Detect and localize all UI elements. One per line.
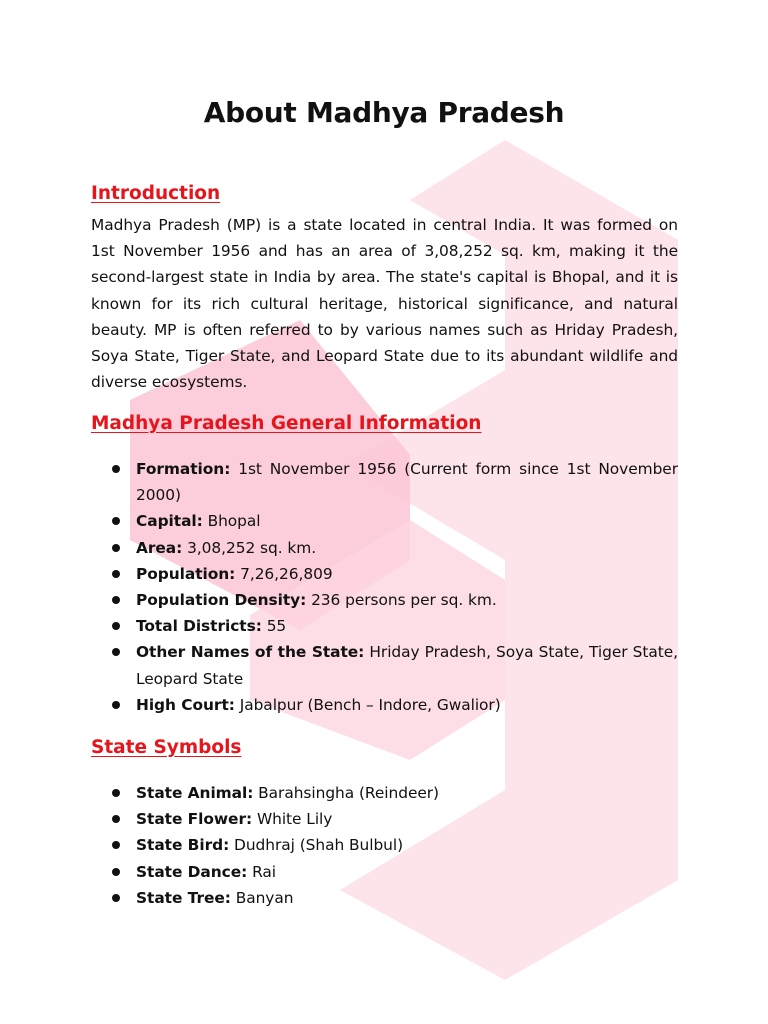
- list-item: [112, 587, 678, 613]
- item-label: State Flower:: [136, 810, 253, 829]
- item-value: Dudhraj (Shah Bulbul): [234, 836, 404, 855]
- list-item: [112, 613, 678, 639]
- item-label: State Animal:: [136, 784, 254, 802]
- bullet-icon: [112, 841, 120, 849]
- bullet-icon: [112, 701, 120, 709]
- bullet-icon: [112, 894, 120, 902]
- list-item: [112, 456, 678, 508]
- bullet-icon: [112, 465, 120, 473]
- item-value: 3,08,252 sq. km.: [187, 538, 317, 557]
- list-item: [112, 832, 678, 858]
- item-label: Total Districts:: [136, 617, 262, 636]
- item-value: 236 persons per sq. km.: [311, 591, 497, 610]
- page-title: About Madhya Pradesh: [203, 96, 565, 129]
- item-label: State Dance:: [136, 862, 248, 881]
- list-item: [112, 561, 678, 587]
- item-value: Bhopal: [207, 512, 261, 531]
- bullet-icon: [112, 648, 120, 656]
- list-item: [112, 859, 678, 885]
- item-label: Formation:: [136, 460, 231, 478]
- item-value: Hriday Pradesh, Soya State, Tiger State, Leopard State: [136, 643, 678, 688]
- introduction-heading: Introduction: [91, 183, 221, 204]
- bullet-icon: [112, 622, 120, 630]
- list-item: [112, 806, 678, 832]
- item-value: Jabalpur (Bench – Indore, Gwalior): [239, 695, 501, 714]
- list-item: [112, 508, 678, 534]
- list-item: [112, 692, 678, 718]
- list-item: [112, 639, 678, 691]
- item-value: White Lily: [256, 810, 333, 829]
- item-label: High Court:: [136, 695, 235, 714]
- introduction-paragraph: Madhya Pradesh (MP) is a state located in central India. It was formed on 1st November 1956 and has an area of 3,08,252 sq. km, making it the second-largest state in India by area. The state's capital is Bhopal, and it is known for its rich cultural heritage, historical significance, and natural beauty. MP is often referred to by various names such as Hriday Pradesh, Soya State, Tiger State, and Leopard State due to its abundant wildlife and diverse ecosystems.: [91, 216, 678, 392]
- item-value: Rai: [252, 862, 276, 881]
- item-value: 1st November 1956 (Current form since 1st November 2000): [136, 460, 679, 505]
- item-label: Other Names of the State:: [136, 643, 365, 662]
- item-label: Capital:: [136, 512, 203, 531]
- bullet-icon: [112, 868, 120, 876]
- bullet-icon: [112, 517, 120, 525]
- list-item: [112, 885, 678, 911]
- bullet-icon: [112, 815, 120, 823]
- list-item: [112, 535, 678, 561]
- item-label: Population Density:: [136, 591, 307, 610]
- bullet-icon: [112, 544, 120, 552]
- general-info-list: [112, 456, 678, 718]
- item-value: 7,26,26,809: [240, 564, 333, 583]
- item-value: 55: [266, 617, 287, 636]
- state-symbols-heading: State Symbols: [91, 737, 242, 758]
- state-symbols-list: [112, 780, 678, 911]
- item-value: Barahsingha (Reindeer): [258, 784, 440, 802]
- list-item: [112, 780, 678, 806]
- bullet-icon: [112, 596, 120, 604]
- general-info-heading: Madhya Pradesh General Information: [91, 413, 482, 434]
- item-value: Banyan: [235, 888, 294, 907]
- bullet-icon: [112, 570, 120, 578]
- bullet-icon: [112, 789, 120, 797]
- item-label: State Tree:: [136, 888, 231, 907]
- item-label: State Bird:: [136, 836, 230, 855]
- item-label: Population:: [136, 564, 236, 583]
- item-label: Area:: [136, 538, 183, 557]
